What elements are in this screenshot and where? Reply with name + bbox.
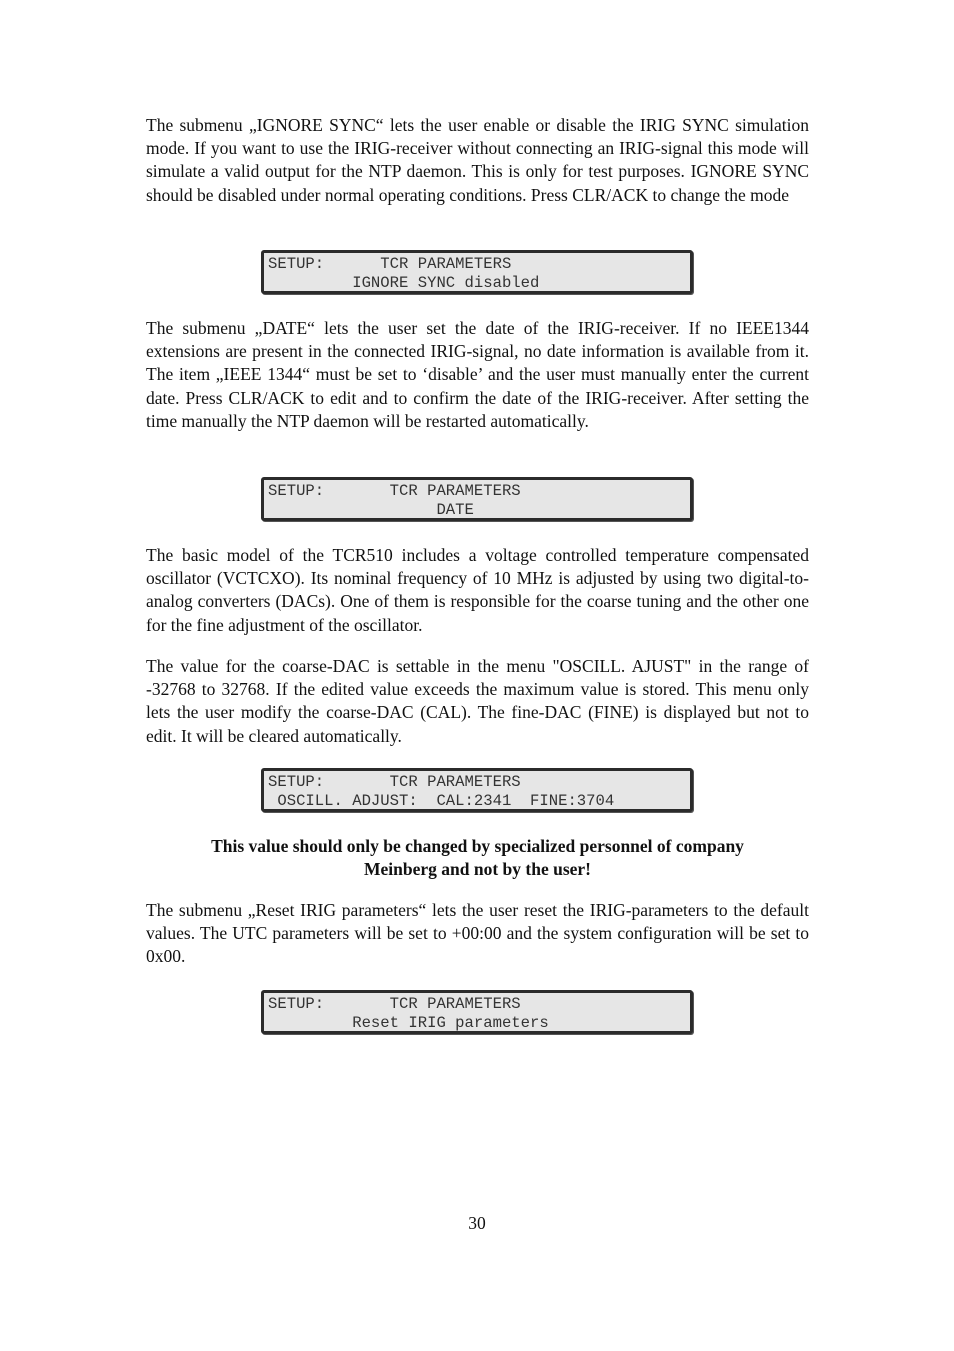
lcd-line-1: SETUP: TCR PARAMETERS [268, 773, 521, 791]
paragraph-reset: The submenu „Reset IRIG parameters“ lets the user reset the IRIG-parameters to the default values. The UTC parameters will be set to +00:00 and the system configuration will be set to 0x00. [146, 900, 809, 967]
warning-notice [146, 835, 809, 881]
page-number: 30 [468, 1213, 486, 1233]
lcd-line-1: SETUP: TCR PARAMETERS [268, 255, 512, 273]
lcd-line-1: SETUP: TCR PARAMETERS [268, 995, 521, 1013]
paragraph-date: The submenu „DATE“ lets the user set the date of the IRIG-receiver. If no IEEE1344 extensions are present in the connected IRIG-signal, no date information is available from it. The item „IEEE 1344“ must be set to ‘disable’ and the user must manually enter the current date. Press CLR/ACK to edit and to confirm the date of the IRIG-receiver. After setting the time manually the NTP daemon will be restarted automatically. [146, 318, 809, 431]
paragraph-oscillator: The basic model of the TCR510 includes a voltage controlled temperature compensated oscillator (VCTCXO). Its nominal frequency of 10 MHz is adjusted by using two digital-to-analog converters (DACs). One of them is responsible for the coarse tuning and the other one for the fine adjustment of the oscillator. [146, 545, 809, 635]
lcd-line-2: IGNORE SYNC disabled [268, 274, 540, 292]
warning-line-1: This value should only be changed by specialized personnel of company [211, 836, 744, 856]
warning-line-2: Meinberg and not by the user! [363, 859, 591, 879]
lcd-display-reset [261, 990, 693, 1034]
paragraph-coarse-dac: The value for the coarse-DAC is settable in the menu "OSCILL. AJUST" in the range of -32768 to 32768. If the edited value exceeds the maximum value is stored. This menu only lets the user modify the coarse-DAC (CAL). The fine-DAC (FINE) is displayed but not to edit. It will be cleared automatically. [146, 656, 809, 746]
lcd-line-2: Reset IRIG parameters [268, 1014, 549, 1032]
paragraph-ignore-sync: The submenu „IGNORE SYNC“ lets the user enable or disable the IRIG SYNC simulation mode. If you want to use the IRIG-receiver without connecting an IRIG-signal this mode will simulate a valid output for the NTP daemon. This is only for test purposes. IGNORE SYNC should be disabled under normal operating conditions. Press CLR/ACK to change the mode [146, 115, 809, 205]
lcd-line-2: OSCILL. ADJUST: CAL:2341 FINE:3704 [268, 792, 615, 810]
lcd-display-oscill-adjust [261, 768, 693, 812]
lcd-line-2: DATE [268, 501, 474, 519]
lcd-display-date [261, 477, 693, 521]
lcd-display-ignore-sync [261, 250, 693, 294]
lcd-line-1: SETUP: TCR PARAMETERS [268, 482, 521, 500]
